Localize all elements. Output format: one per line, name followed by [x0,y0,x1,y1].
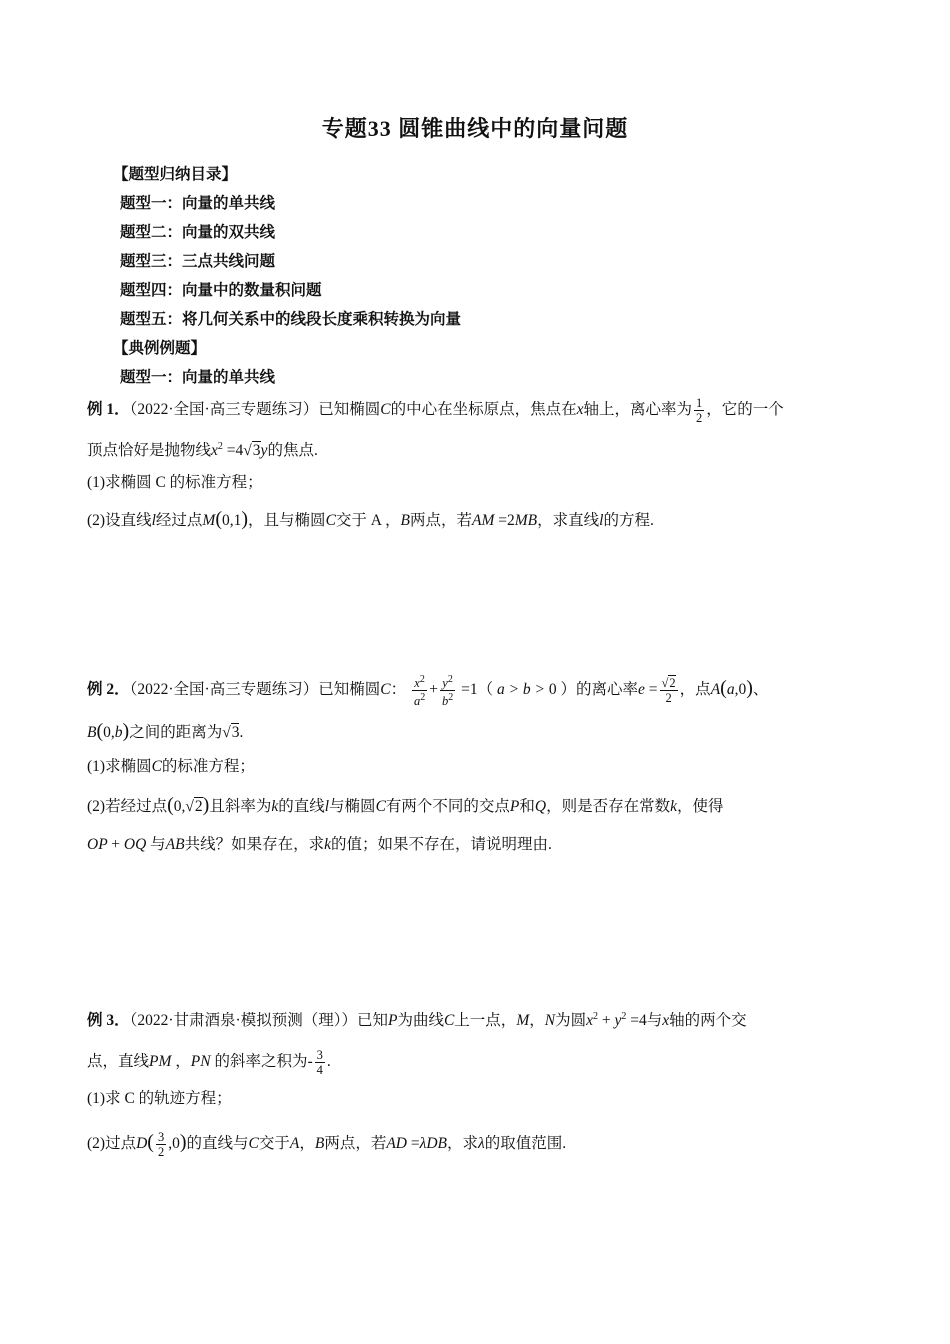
page-title: 专题33 圆锥曲线中的向量问题 [321,116,629,141]
ex2-question-2: (2)若经过点(0,√2)且斜率为k的直线l与椭圆C有两个不同的交点P和Q，则是否存在常数k，使得 [87,794,724,816]
ex3-question-2: (2)过点D( $\frac{3}{2}$ ,0)的直线与C交于A，B两点，若AD =λDB，求λ的取值范围. [87,1129,567,1159]
ex3-question-1: (1)求 C 的轨迹方程； [87,1090,232,1107]
ex2-line-2: B(0,b)之间的距离为√3. [87,720,244,742]
ex1-question-1: (1)求椭圆 C 的标准方程； [87,474,263,491]
fraction-three-quarters: $\frac{3}{4}$ [316,1047,323,1077]
toc-heading: 【题型归纳目录】 [113,166,238,183]
example-3 [87,1006,867,1162]
ex1-line-1: 例 1．（2022·全国·高三专题练习）已知椭圆C的中心在坐标原点，焦点在x轴上，离心率为 $\frac{1}{2}$ ，它的一个 [87,396,784,425]
example-2 [87,664,867,856]
example-1 [87,396,867,532]
examples-heading: 【典例例题】 [113,340,207,357]
toc-item-4: 题型四：向量中的数量积问题 [120,282,322,299]
ex2-question-1: (1)求椭圆C的标准方程； [87,758,255,775]
toc-item-1: 题型一：向量的单共线 [120,195,276,212]
toc-item-5: 题型五：将几何关系中的线段长度乘积转换为向量 [120,311,462,328]
ex1-question-2: (2)设直线l经过点M(0,1)，且与椭圆C交于 A ，B两点，若AM =2MB，求直线l的方程. [87,508,654,530]
ex1-line-2: 顶点恰好是抛物线$x^2 =4√3y$的焦点. [87,441,318,460]
fraction-one-half: $\frac{1}{2}$ [695,396,703,425]
ex2-question-2-cont: OP + OQ 与AB共线？如果存在，求k的值；如果不存在，请说明理由. [87,836,552,853]
fraction-sqrt2-over-2: $\frac{√2}{2}$ [661,675,676,705]
ex3-line-1: 例 3．（2022·甘肃酒泉·模拟预测（理））已知P为曲线C上一点，M，N为圆$x^2 + y^2 =4$与x轴的两个交 [87,1011,747,1030]
toc-item-2: 题型二：向量的双共线 [120,224,276,241]
ex2-line-1: 例 2．（2022·全国·高三专题练习）已知椭圆C： $\frac{x^2}{a^2}$ + $\frac{y^2}{b^2}$ =1（ a > b > 0 ）的离心率e = $\frac{√2}{2}$ ，点A(a,0)、 [87,673,769,709]
ex3-line-2: 点，直线PM ，PN 的斜率之积为- $\frac{3}{4}$ . [87,1047,331,1077]
toc-item-3: 题型三：三点共线问题 [120,253,276,270]
toc [113,160,462,392]
section-one-heading: 题型一：向量的单共线 [120,369,276,386]
